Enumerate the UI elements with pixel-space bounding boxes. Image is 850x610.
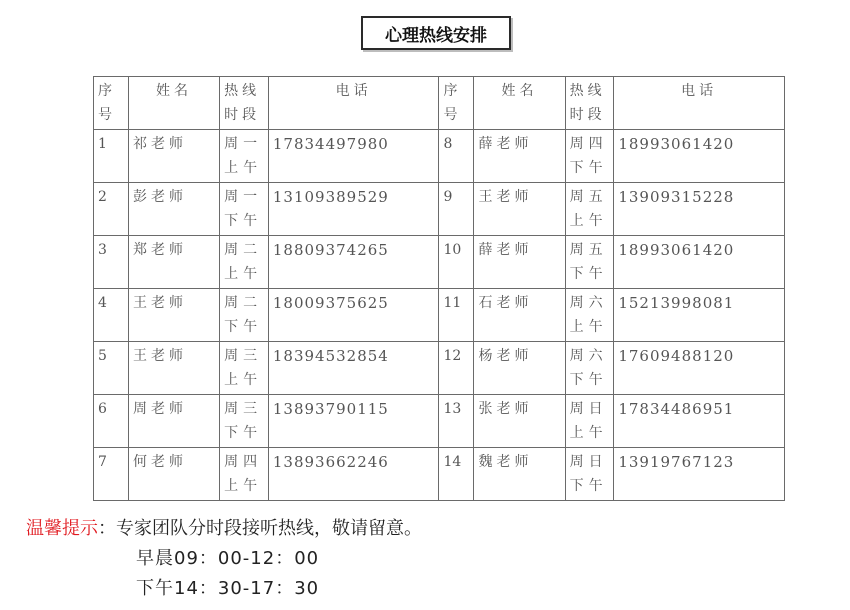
- name-cell: 张老师: [474, 395, 565, 448]
- time-day: 周二: [224, 295, 263, 311]
- time-day: 周日: [569, 401, 608, 417]
- name-cell: 薛老师: [474, 130, 565, 183]
- time-period: 上午: [224, 372, 263, 388]
- idx-cell: 3: [94, 236, 129, 289]
- phone-cell: 13909315228: [614, 183, 785, 236]
- header-time: [565, 77, 614, 130]
- time-cell: [220, 342, 269, 395]
- time-day: 周三: [224, 401, 263, 417]
- tips-morning: 早晨09：00-12：00: [136, 548, 320, 569]
- time-period: 下午: [569, 478, 608, 494]
- tips-text: ：专家团队分时段接听热线，敬请留意。: [98, 518, 422, 539]
- phone-cell: 17834486951: [614, 395, 785, 448]
- header-phone: 电话: [268, 77, 439, 130]
- phone-cell: 17834497980: [268, 130, 439, 183]
- time-period: 上午: [569, 213, 608, 229]
- header-time: [220, 77, 269, 130]
- idx-cell: 10: [439, 236, 474, 289]
- time-day: 周三: [224, 348, 263, 364]
- tips-label: 温馨提示: [26, 518, 98, 539]
- table-row: [94, 183, 785, 236]
- header-time-line2: 时段: [224, 107, 261, 123]
- time-period: 下午: [569, 160, 608, 176]
- time-day: 周四: [224, 454, 263, 470]
- time-day: 周日: [569, 454, 608, 470]
- name-cell: 王老师: [128, 289, 219, 342]
- header-name: 姓名: [474, 77, 565, 130]
- phone-cell: 18993061420: [614, 236, 785, 289]
- phone-cell: 13893662246: [268, 448, 439, 501]
- idx-cell: 9: [439, 183, 474, 236]
- time-cell: [220, 130, 269, 183]
- phone-cell: 13109389529: [268, 183, 439, 236]
- header-time-line1: 热线: [224, 83, 261, 99]
- name-cell: 王老师: [474, 183, 565, 236]
- time-period: 上午: [224, 478, 263, 494]
- header-time-line1: 热线: [569, 83, 606, 99]
- time-cell: [220, 183, 269, 236]
- phone-cell: 15213998081: [614, 289, 785, 342]
- time-cell: [565, 289, 614, 342]
- table-row: [94, 130, 785, 183]
- name-cell: 郑老师: [128, 236, 219, 289]
- table-row: [94, 289, 785, 342]
- header-idx-line2: 号: [98, 107, 116, 123]
- name-cell: 薛老师: [474, 236, 565, 289]
- time-cell: [565, 130, 614, 183]
- name-cell: 周老师: [128, 395, 219, 448]
- idx-cell: 12: [439, 342, 474, 395]
- page-title: 心理热线安排: [361, 16, 511, 50]
- idx-cell: 7: [94, 448, 129, 501]
- time-day: 周一: [224, 136, 263, 152]
- phone-cell: 18809374265: [268, 236, 439, 289]
- header-idx-line1: 序: [443, 83, 462, 99]
- name-cell: 何老师: [128, 448, 219, 501]
- table-row: [94, 236, 785, 289]
- time-cell: [220, 448, 269, 501]
- time-day: 周六: [569, 348, 608, 364]
- time-period: 下午: [224, 319, 263, 335]
- phone-cell: 18009375625: [268, 289, 439, 342]
- header-name: 姓名: [128, 77, 219, 130]
- phone-cell: 18993061420: [614, 130, 785, 183]
- time-cell: [565, 183, 614, 236]
- time-day: 周一: [224, 189, 263, 205]
- time-period: 上午: [224, 266, 263, 282]
- time-day: 周五: [569, 189, 608, 205]
- time-period: 下午: [224, 425, 263, 441]
- table-row: [94, 448, 785, 501]
- name-cell: 杨老师: [474, 342, 565, 395]
- header-idx-line1: 序: [98, 83, 116, 99]
- idx-cell: 14: [439, 448, 474, 501]
- header-idx: [439, 77, 474, 130]
- idx-cell: 4: [94, 289, 129, 342]
- phone-cell: 17609488120: [614, 342, 785, 395]
- header-idx: [94, 77, 129, 130]
- table-header-row: [94, 77, 785, 130]
- time-cell: [565, 236, 614, 289]
- name-cell: 祁老师: [128, 130, 219, 183]
- time-period: 上午: [224, 160, 263, 176]
- table-row: [94, 395, 785, 448]
- time-day: 周五: [569, 242, 608, 258]
- idx-cell: 2: [94, 183, 129, 236]
- time-day: 周四: [569, 136, 608, 152]
- header-time-line2: 时段: [569, 107, 606, 123]
- time-cell: [220, 289, 269, 342]
- name-cell: 王老师: [128, 342, 219, 395]
- idx-cell: 1: [94, 130, 129, 183]
- time-period: 上午: [569, 319, 608, 335]
- tips-afternoon: 下午14：30-17：30: [136, 578, 320, 599]
- phone-cell: 13893790115: [268, 395, 439, 448]
- tips-line: [26, 514, 422, 544]
- schedule-table: [93, 76, 785, 501]
- name-cell: 彭老师: [128, 183, 219, 236]
- time-cell: [565, 448, 614, 501]
- name-cell: 魏老师: [474, 448, 565, 501]
- phone-cell: 18394532854: [268, 342, 439, 395]
- time-period: 下午: [224, 213, 263, 229]
- time-cell: [220, 236, 269, 289]
- idx-cell: 6: [94, 395, 129, 448]
- time-period: 下午: [569, 266, 608, 282]
- table-row: [94, 342, 785, 395]
- phone-cell: 13919767123: [614, 448, 785, 501]
- time-day: 周六: [569, 295, 608, 311]
- header-idx-line2: 号: [443, 107, 462, 123]
- name-cell: 石老师: [474, 289, 565, 342]
- time-cell: [565, 342, 614, 395]
- time-period: 上午: [569, 425, 608, 441]
- idx-cell: 8: [439, 130, 474, 183]
- header-phone: 电话: [614, 77, 785, 130]
- time-cell: [220, 395, 269, 448]
- time-day: 周二: [224, 242, 263, 258]
- tips: [26, 514, 422, 599]
- idx-cell: 11: [439, 289, 474, 342]
- idx-cell: 5: [94, 342, 129, 395]
- time-cell: [565, 395, 614, 448]
- time-period: 下午: [569, 372, 608, 388]
- idx-cell: 13: [439, 395, 474, 448]
